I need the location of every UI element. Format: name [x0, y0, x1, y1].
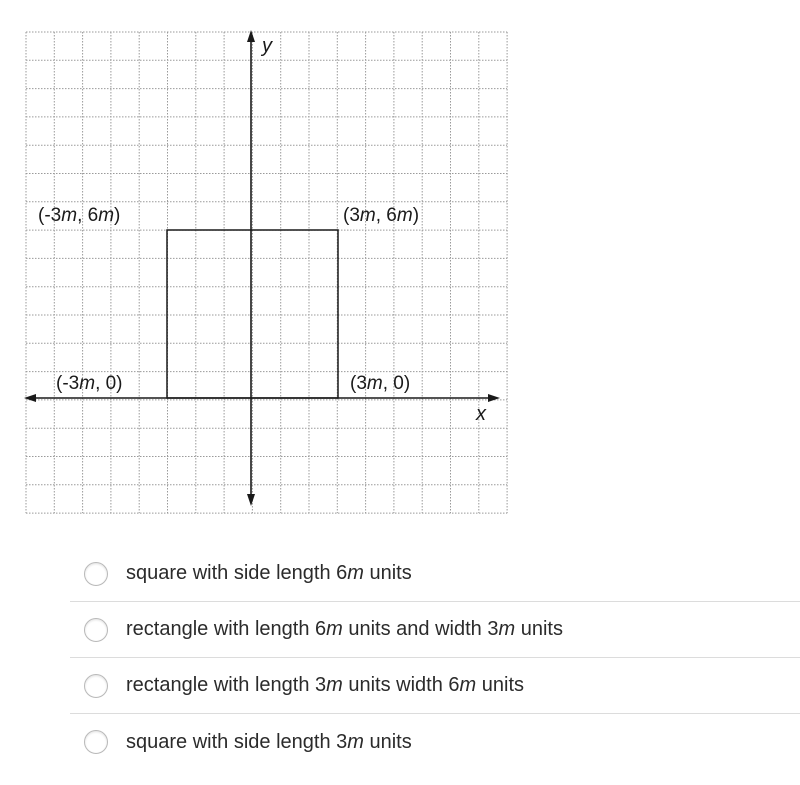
answer-option-3[interactable]: [70, 658, 800, 714]
point-label-top-right: (3m, 6m): [343, 205, 420, 226]
grid-lines: [26, 32, 507, 513]
answer-options: [70, 546, 800, 770]
y-axis-down-arrow-icon: [247, 494, 255, 506]
point-label-top-left: (-3m, 6m): [38, 205, 121, 226]
option-label: rectangle with length 6m units and width 3m units: [126, 618, 563, 640]
answer-option-2[interactable]: [70, 602, 800, 658]
option-label: rectangle with length 3m units width 6m units: [126, 674, 525, 696]
point-label-bottom-left: (-3m, 0): [56, 373, 123, 394]
y-axis-label: y: [262, 35, 272, 57]
answer-option-1[interactable]: [70, 546, 800, 602]
option-label: square with side length 3m units: [126, 730, 412, 753]
option-label: square with side length 6m units: [126, 562, 412, 584]
axes: [24, 30, 500, 506]
radio-button[interactable]: [84, 618, 108, 642]
radio-button[interactable]: [84, 674, 108, 698]
point-label-bottom-right: (3m, 0): [350, 373, 411, 394]
radio-button[interactable]: [84, 562, 108, 586]
radio-button[interactable]: [84, 730, 108, 754]
answer-option-4[interactable]: [70, 714, 800, 770]
x-axis-right-arrow-icon: [488, 394, 500, 402]
x-axis-label: x: [476, 403, 486, 425]
